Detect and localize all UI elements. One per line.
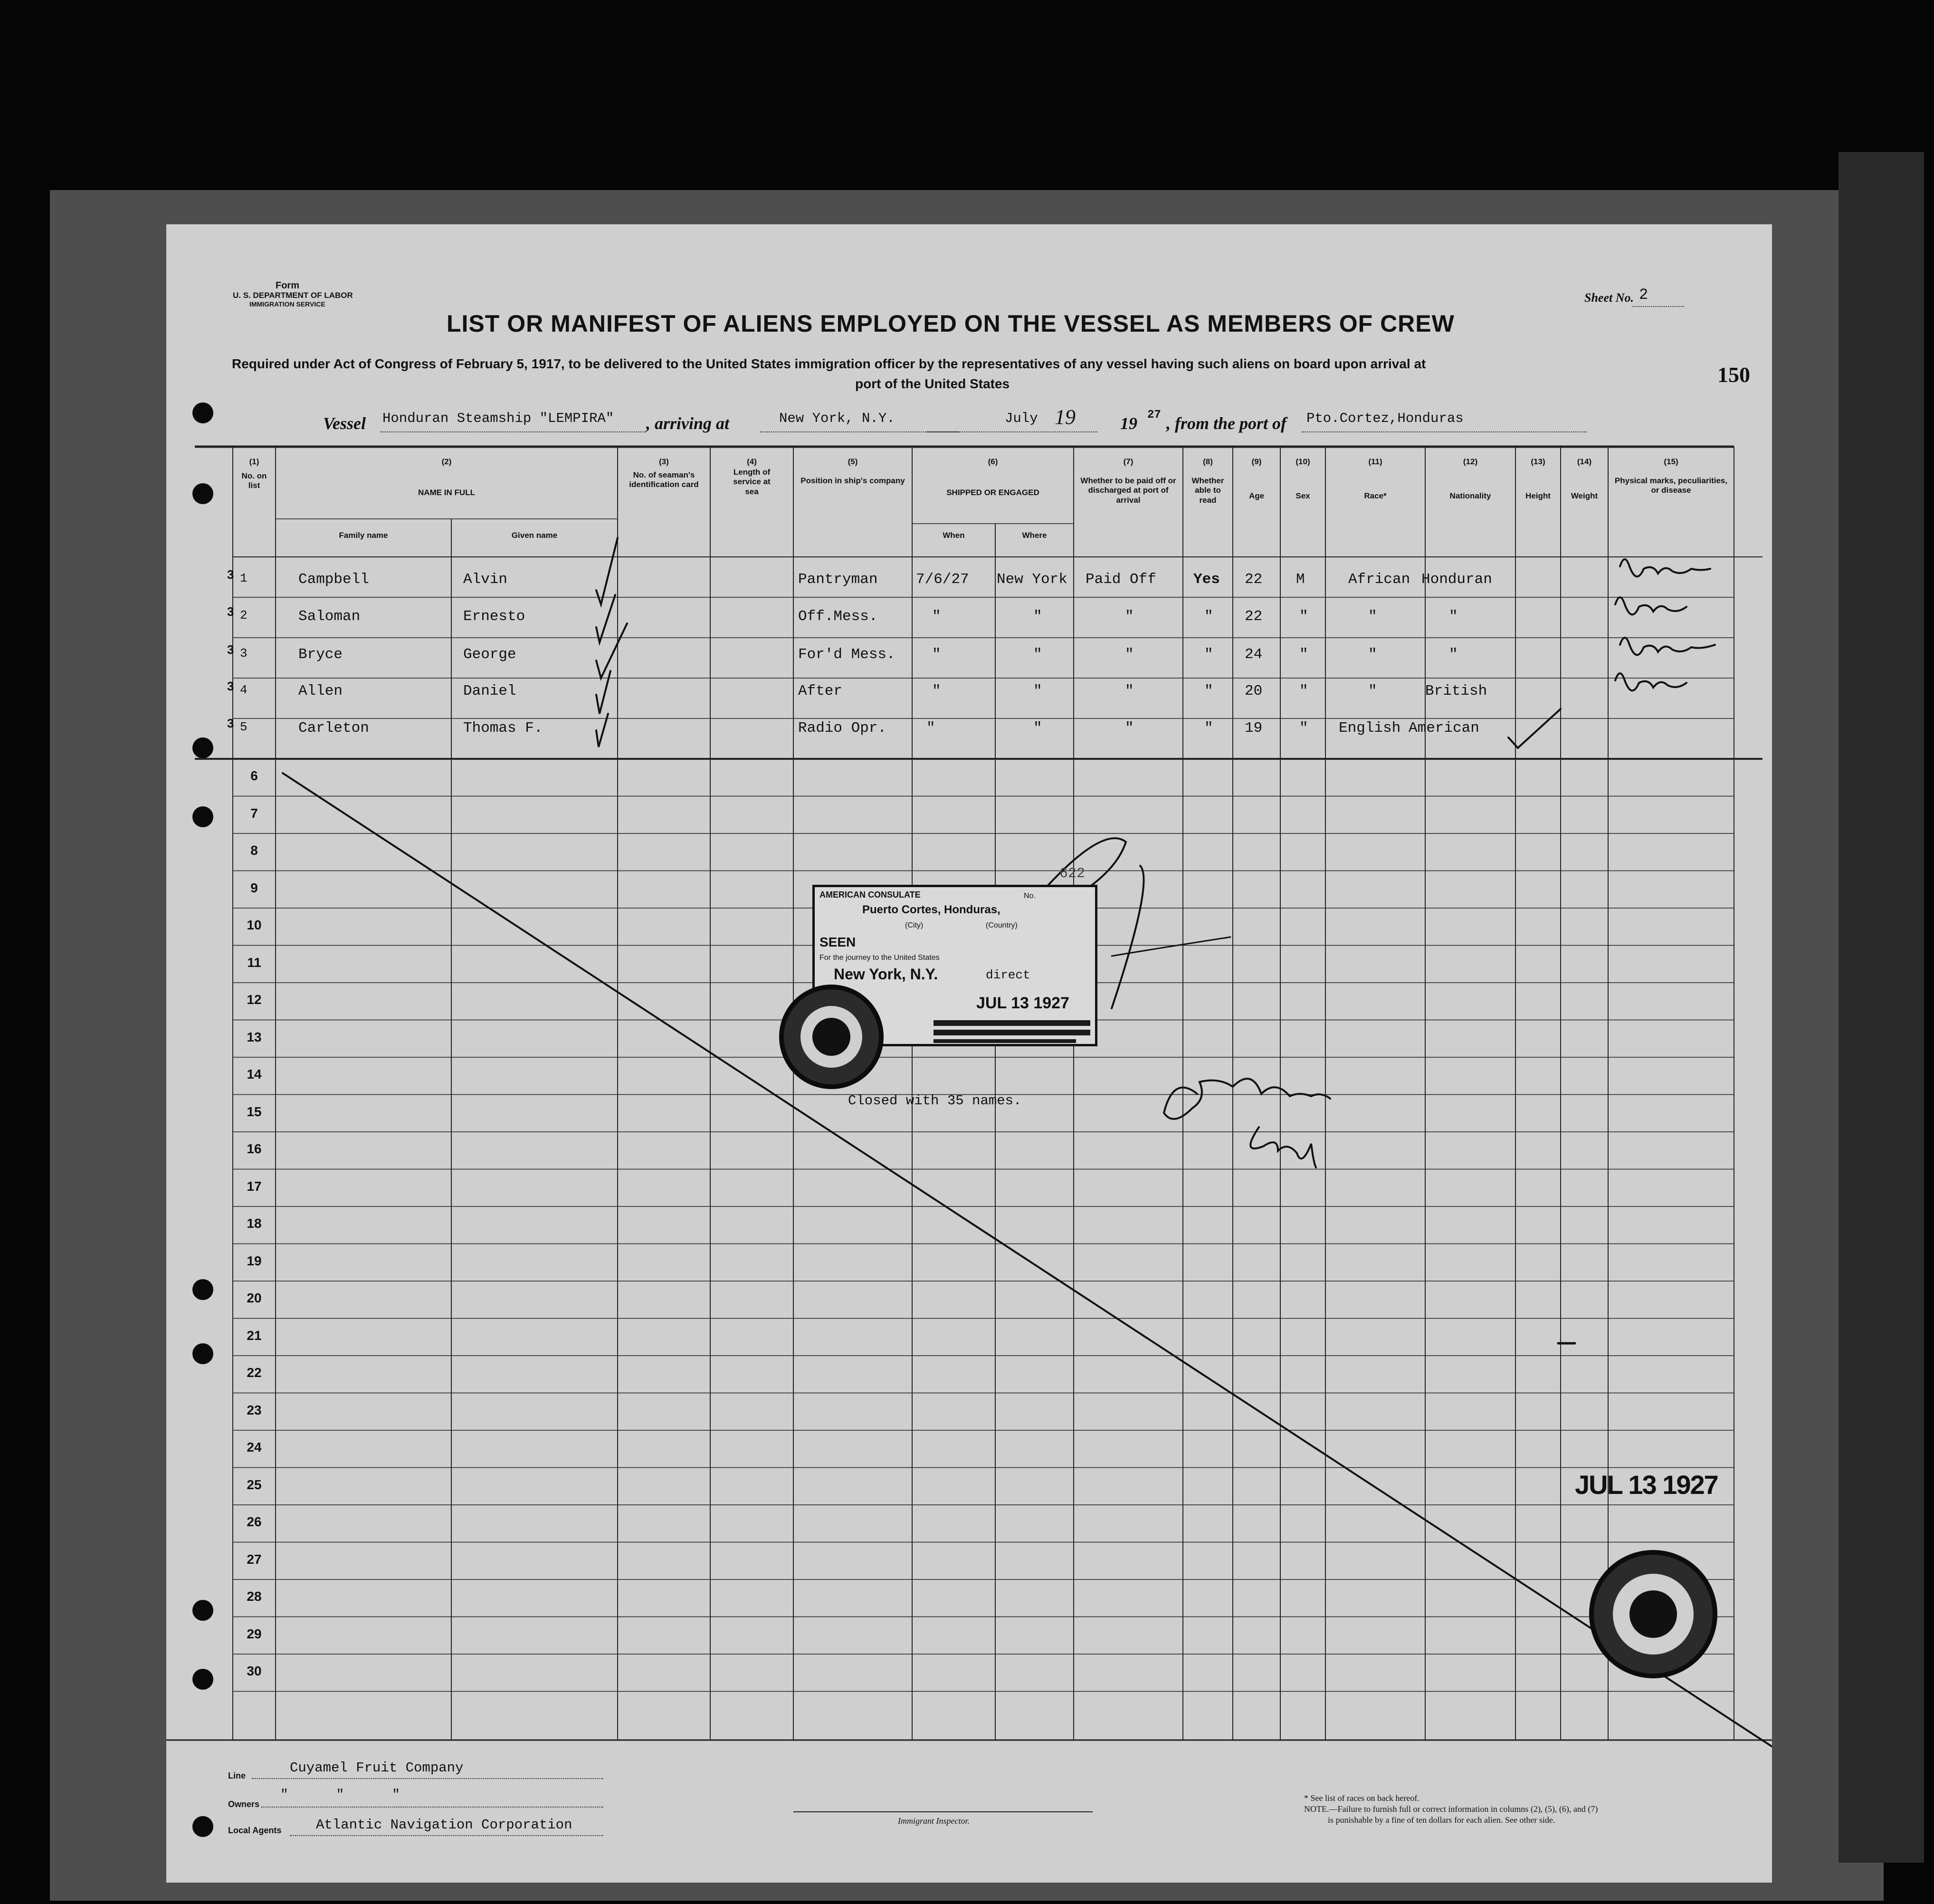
nationality: "	[1449, 608, 1458, 625]
row-number-prefix: 3	[227, 567, 234, 582]
vessel-label: Vessel	[323, 414, 366, 433]
col4-number: (4)	[747, 457, 757, 466]
closed-text: Closed with 35 names.	[848, 1093, 1022, 1109]
family-name-header: Family name	[339, 531, 388, 540]
service-label: IMMIGRATION SERVICE	[249, 300, 325, 308]
from-label: , from the port of	[1166, 414, 1287, 433]
shipped-where: New York	[997, 571, 1067, 588]
consulate-seal	[779, 985, 884, 1089]
row-number: 4	[240, 683, 248, 697]
note-failure: NOTE.—Failure to furnish full or correct information in columns (2), (5), (6), and (7)	[1304, 1804, 1598, 1814]
empty-row-number: 22	[247, 1365, 262, 1380]
arrival-day: 19	[1055, 405, 1076, 429]
col15-number: (15)	[1664, 457, 1678, 466]
line-value: Cuyamel Fruit Company	[290, 1760, 464, 1776]
empty-row-number: 30	[247, 1664, 262, 1678]
row-number-prefix: 3	[227, 642, 234, 657]
empty-row-number: 16	[247, 1141, 262, 1156]
year-suffix: 27	[1147, 409, 1161, 421]
where-header: Where	[1022, 531, 1047, 540]
signature-stroke	[1112, 937, 1230, 956]
sheet-label: Sheet No.	[1584, 291, 1634, 305]
department-label: U. S. DEPARTMENT OF LABOR	[233, 291, 353, 300]
col3-header: No. of seaman's identification card	[629, 470, 699, 489]
col8-header: Whether able to read	[1191, 476, 1224, 505]
handwritten-mark	[1615, 597, 1686, 614]
shipped-when: 7/6/27	[916, 571, 969, 588]
position: After	[798, 683, 843, 699]
col8-number: (8)	[1203, 457, 1213, 466]
col9-number: (9)	[1251, 457, 1262, 466]
family-name: Campbell	[298, 571, 369, 588]
race: "	[1368, 683, 1377, 699]
handwriting-layer	[166, 224, 1772, 1883]
checkmark-icon	[596, 623, 627, 678]
col5-number: (5)	[848, 457, 858, 466]
col12-header: Nationality	[1449, 491, 1491, 500]
col6-number: (6)	[988, 457, 998, 466]
agents-underline	[290, 1835, 603, 1836]
eagle-icon	[812, 1018, 850, 1056]
signature-stroke	[1250, 1127, 1316, 1167]
col10-header: Sex	[1296, 491, 1310, 500]
col2-number: (2)	[441, 457, 452, 466]
col14-header: Weight	[1571, 491, 1598, 500]
sheet-number: 2	[1639, 286, 1648, 304]
shipped-where: "	[1033, 646, 1042, 663]
nationality: British	[1425, 683, 1487, 699]
from-port: Pto.Cortez,Honduras	[1306, 411, 1464, 426]
race: African	[1348, 571, 1410, 588]
age: 22	[1245, 571, 1263, 588]
col12-number: (12)	[1463, 457, 1478, 466]
shipped-when: "	[932, 608, 941, 625]
age: 24	[1245, 646, 1263, 663]
sex: "	[1299, 720, 1308, 737]
date-stamp: JUL 13 1927	[1575, 1470, 1718, 1500]
signature-stroke	[1112, 866, 1144, 1008]
empty-row-number: 29	[247, 1626, 262, 1641]
handwritten-mark	[1620, 638, 1715, 655]
destination: New York, N.Y.	[834, 966, 938, 983]
owners-value: " " "	[280, 1788, 400, 1802]
empty-row-number: 19	[247, 1253, 262, 1268]
note-races: * See list of races on back hereof.	[1304, 1793, 1420, 1803]
race: "	[1368, 608, 1377, 625]
row-number-prefix: 3	[227, 716, 234, 730]
family-name: Saloman	[298, 608, 361, 625]
owners-label: Owners	[228, 1799, 260, 1809]
backing-edge	[1839, 152, 1924, 1863]
row-number-prefix: 3	[227, 679, 234, 693]
country-label: (Country)	[986, 921, 1018, 929]
nationality: American	[1409, 720, 1479, 737]
col3-number: (3)	[659, 457, 669, 466]
journey-text: For the journey to the United States	[819, 954, 940, 962]
inspector-signature-line	[793, 1811, 1093, 1812]
paid-off: Paid Off	[1086, 571, 1156, 588]
position: For'd Mess.	[798, 646, 896, 663]
empty-row-number: 14	[247, 1067, 262, 1081]
shipped-where: "	[1033, 683, 1042, 699]
line-underline	[252, 1778, 603, 1779]
position: Pantryman	[798, 571, 878, 588]
paid-off: "	[1125, 720, 1134, 737]
col7-header: Whether to be paid off or discharged at port of arrival	[1080, 476, 1176, 505]
row-number: 5	[240, 720, 248, 734]
age: 20	[1245, 683, 1263, 699]
empty-row-number: 18	[247, 1216, 262, 1231]
arrival-month: July	[1005, 411, 1038, 426]
agents-value: Atlantic Navigation Corporation	[316, 1817, 572, 1833]
shipped-when: "	[932, 683, 941, 699]
empty-row-number: 13	[247, 1029, 262, 1044]
arriving-label: , arriving at	[646, 414, 730, 433]
row-number-prefix: 3	[227, 604, 234, 619]
empty-row-number: 26	[247, 1514, 262, 1529]
col5-header: Position in ship's company	[800, 476, 905, 485]
nationality: "	[1449, 646, 1458, 663]
handwritten-mark	[1615, 673, 1686, 690]
given-name: Daniel	[463, 683, 516, 699]
sex: "	[1299, 683, 1308, 699]
given-name: Alvin	[463, 571, 508, 588]
subtitle: Required under Act of Congress of February 5, 1917, to be delivered to the United States immigration officer by the representatives of any vessel having such aliens on board upon arrival at	[232, 356, 1426, 371]
family-name: Bryce	[298, 646, 343, 663]
given-name: George	[463, 646, 516, 663]
when-header: When	[943, 531, 965, 540]
col1-number: (1)	[249, 457, 259, 466]
family-name: Allen	[298, 683, 343, 699]
row-number: 3	[240, 646, 248, 660]
col7-number: (7)	[1123, 457, 1134, 466]
empty-row-number: 15	[247, 1104, 262, 1119]
row-number: 1	[240, 571, 248, 585]
col15-header: Physical marks, peculiarities, or disease	[1614, 476, 1728, 495]
shipped-when: "	[926, 720, 935, 737]
inspector-label: Immigrant Inspector.	[898, 1816, 970, 1826]
stamp-date: JUL 13 1927	[976, 994, 1069, 1012]
manifest-sheet	[166, 224, 1772, 1883]
col1-header: No. on list	[241, 471, 267, 490]
note-fine: is punishable by a fine of ten dollars for each alien. See other side.	[1328, 1815, 1555, 1825]
given-name-header: Given name	[511, 531, 558, 540]
position: Off.Mess.	[798, 608, 878, 625]
stamp-text-line	[934, 1030, 1090, 1035]
shipped-where: "	[1033, 720, 1042, 737]
empty-row-number: 23	[247, 1402, 262, 1417]
vessel-name: Honduran Steamship "LEMPIRA"	[382, 411, 614, 426]
checkmark-icon	[596, 595, 615, 642]
nationality: Honduran	[1421, 571, 1492, 588]
empty-row-number: 8	[250, 843, 258, 858]
able-to-read: "	[1204, 608, 1213, 625]
empty-row-number: 10	[247, 918, 262, 932]
family-name: Carleton	[298, 720, 369, 737]
subtitle-2: port of the United States	[855, 376, 1010, 391]
empty-row-number: 6	[250, 768, 258, 783]
col13-number: (13)	[1531, 457, 1545, 466]
col9-header: Age	[1248, 491, 1265, 500]
signature-stroke	[1164, 1079, 1330, 1119]
col11-number: (11)	[1368, 457, 1382, 466]
consulate-no-label: No.	[1024, 892, 1036, 900]
page-title: LIST OR MANIFEST OF ALIENS EMPLOYED ON THE VESSEL AS MEMBERS OF CREW	[447, 310, 1455, 337]
year-prefix: 19	[1120, 414, 1137, 433]
shipped-when: "	[932, 646, 941, 663]
col10-number: (10)	[1296, 457, 1310, 466]
age: 22	[1245, 608, 1263, 625]
age: 19	[1245, 720, 1263, 737]
empty-row-number: 9	[250, 880, 258, 895]
empty-row-number: 11	[247, 955, 261, 970]
paid-off: "	[1125, 683, 1134, 699]
able-to-read: "	[1204, 683, 1213, 699]
col4-header: Length of service at sea	[733, 468, 771, 496]
col6-header: SHIPPED OR ENGAGED	[946, 488, 1039, 497]
able-to-read: Yes	[1193, 571, 1220, 588]
sex: "	[1299, 646, 1308, 663]
sex: "	[1299, 608, 1308, 625]
form-label: Form	[276, 280, 299, 291]
checkmark-icon	[596, 538, 618, 604]
owners-underline	[261, 1807, 603, 1808]
row-number: 2	[240, 608, 248, 622]
stamp-text-line	[934, 1020, 1090, 1026]
paid-off: "	[1125, 646, 1134, 663]
given-name: Thomas F.	[463, 720, 543, 737]
line-label: Line	[228, 1771, 246, 1780]
handwritten-mark	[1620, 559, 1710, 576]
consulate-header: AMERICAN CONSULATE	[819, 890, 921, 899]
agents-label: Local Agents	[228, 1826, 282, 1835]
empty-row-number: 24	[247, 1440, 262, 1454]
able-to-read: "	[1204, 646, 1213, 663]
col14-number: (14)	[1577, 457, 1592, 466]
race: "	[1368, 646, 1377, 663]
page-number: 150	[1717, 363, 1750, 387]
col2-header: NAME IN FULL	[418, 488, 475, 497]
consulate-seal-2	[1589, 1550, 1717, 1678]
col13-header: Height	[1525, 491, 1551, 500]
checkmark-icon	[596, 714, 608, 747]
eagle-icon	[1629, 1590, 1677, 1638]
empty-row-number: 28	[247, 1589, 262, 1604]
sex: M	[1296, 571, 1305, 588]
empty-row-number: 7	[250, 805, 258, 821]
empty-row-number: 12	[247, 992, 262, 1007]
able-to-read: "	[1204, 720, 1213, 737]
empty-row-number: 25	[247, 1477, 262, 1492]
paid-off: "	[1125, 608, 1134, 625]
checkmark-icon	[596, 671, 610, 714]
arriving-port: New York, N.Y.	[779, 411, 895, 426]
route: direct	[986, 968, 1030, 982]
position: Radio Opr.	[798, 720, 887, 737]
race: English	[1339, 720, 1401, 737]
given-name: Ernesto	[463, 608, 525, 625]
stamp-text-line	[934, 1039, 1076, 1043]
empty-row-number: 27	[247, 1551, 262, 1567]
stamp-number: 622	[1059, 866, 1086, 882]
empty-row-number: 20	[247, 1291, 262, 1305]
shipped-where: "	[1033, 608, 1042, 625]
city-label: (City)	[905, 921, 924, 929]
seen-label: SEEN	[819, 935, 856, 949]
checkmark-icon	[1508, 709, 1561, 748]
empty-row-number: 17	[247, 1178, 262, 1194]
empty-row-number: 21	[247, 1328, 262, 1343]
col11-header: Race*	[1364, 491, 1387, 500]
consulate-place: Puerto Cortes, Honduras,	[862, 903, 1000, 916]
